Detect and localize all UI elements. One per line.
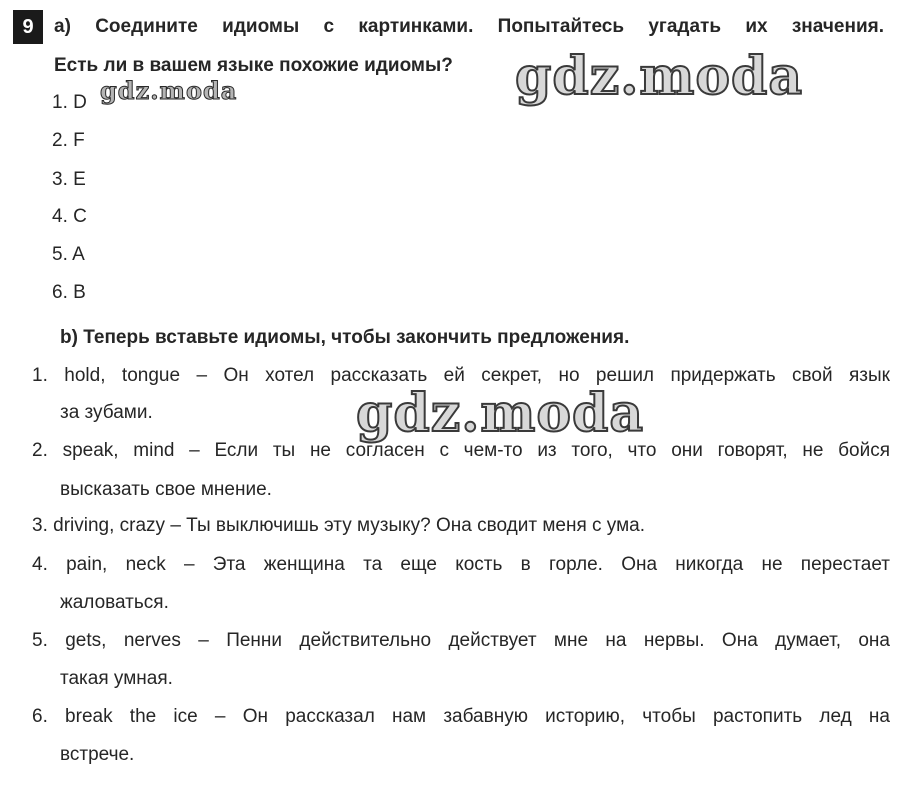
watermark: gdz.moda (100, 76, 238, 105)
watermark: gdz.moda (356, 383, 645, 444)
sentence-item: 6. break the ice – Он рассказал нам забавную историю, чтобы растопить лед на (32, 706, 890, 727)
exercise-number-badge: 9 (13, 10, 43, 44)
sentence-item: 5. gets, nerves – Пенни действительно действует мне на нервы. Она думает, она (32, 630, 890, 651)
part-a-subheading: Есть ли в вашем языке похожие идиомы? (54, 55, 453, 76)
sentence-continuation: встрече. (60, 744, 135, 765)
answer-item: 6. B (52, 282, 86, 303)
sentence-continuation: за зубами. (60, 402, 153, 423)
answer-item: 1. D (52, 92, 87, 113)
part-b-heading: b) Теперь вставьте идиомы, чтобы закончить предложения. (60, 327, 630, 348)
answer-item: 2. F (52, 130, 85, 151)
sentence-item: 2. speak, mind – Если ты не согласен с чем-то из того, что они говорят, не бойся (32, 440, 890, 461)
sentence-item: 1. hold, tongue – Он хотел рассказать ей секрет, но решил придержать свой язык (32, 365, 890, 386)
answer-item: 3. E (52, 169, 86, 190)
sentence-item: 4. pain, neck – Эта женщина та еще кость в горле. Она никогда не перестает (32, 554, 890, 575)
part-a-heading: a) Соедините идиомы с картинками. Попытайтесь угадать их значения. (54, 16, 884, 37)
watermark: gdz.moda (515, 46, 804, 107)
sentence-continuation: такая умная. (60, 668, 173, 689)
sentence-item: 3. driving, crazy – Ты выключишь эту музыку? Она сводит меня с ума. (32, 515, 645, 536)
answer-item: 5. A (52, 244, 85, 265)
answer-item: 4. C (52, 206, 87, 227)
sentence-continuation: жаловаться. (60, 592, 169, 613)
sentence-continuation: высказать свое мнение. (60, 479, 272, 500)
